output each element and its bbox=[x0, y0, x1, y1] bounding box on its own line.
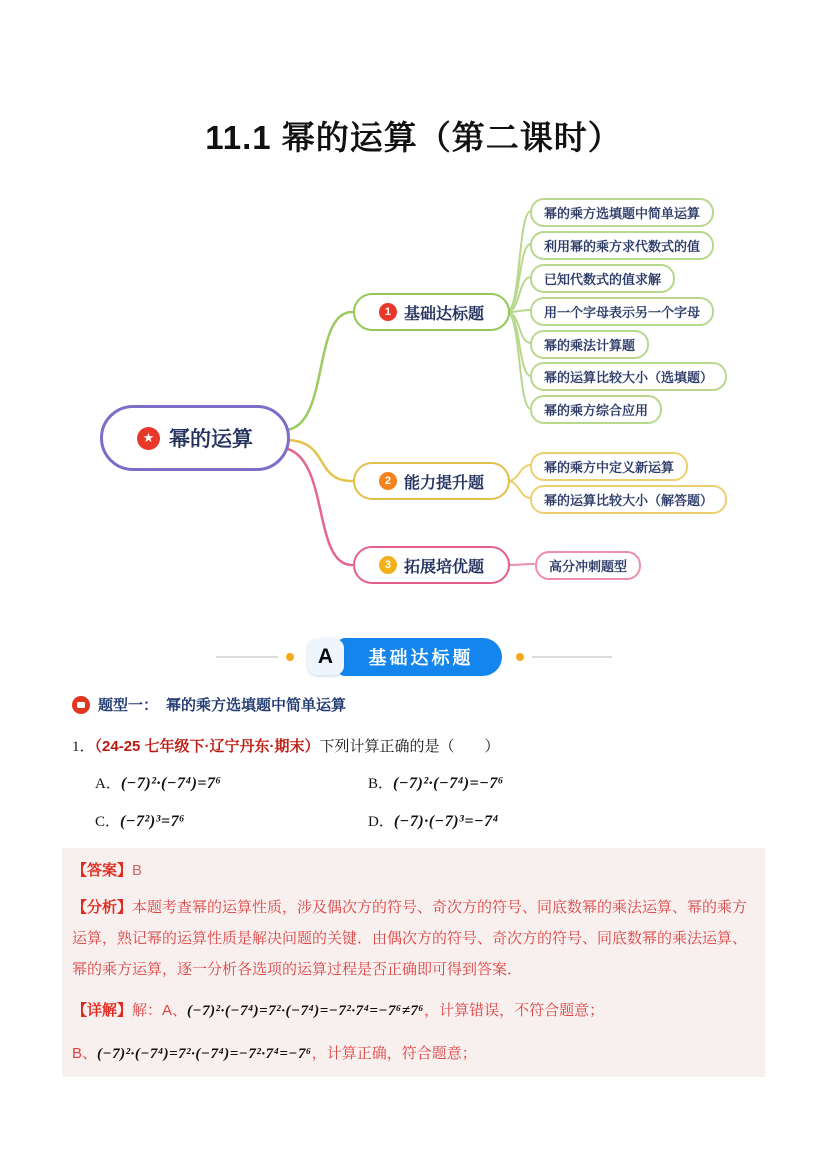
detail-label: 【详解】 bbox=[72, 1002, 133, 1020]
mindmap-leaf: 幂的运算比较大小（解答题） bbox=[530, 485, 727, 514]
analysis-line bbox=[72, 892, 755, 985]
separator-dot-icon bbox=[286, 653, 294, 661]
option-label: A． bbox=[95, 776, 121, 792]
number-3-badge-icon: 3 bbox=[379, 556, 397, 574]
mindmap-leaf: 幂的运算比较大小（选填题） bbox=[530, 362, 727, 391]
topic-header bbox=[72, 694, 346, 715]
detail-b-prefix: B、 bbox=[72, 1045, 98, 1063]
separator-line bbox=[216, 656, 278, 658]
option-d bbox=[368, 810, 745, 831]
topic-label: 题型一： bbox=[98, 697, 159, 714]
number-2-badge-icon: 2 bbox=[379, 472, 397, 490]
detail-line-a bbox=[72, 996, 755, 1026]
mindmap-leaf: 幂的乘方选填题中简单运算 bbox=[530, 198, 714, 227]
separator-dot-icon bbox=[516, 653, 524, 661]
detail-line-b bbox=[72, 1039, 755, 1069]
section-header bbox=[0, 638, 827, 676]
mindmap-leaf: 已知代数式的值求解 bbox=[530, 264, 675, 293]
topic-title: 幂的乘方选填题中简单运算 bbox=[166, 697, 347, 714]
analysis-text: 本题考查幂的运算性质，涉及偶次方的符号、奇次方的符号、同底数幂的乘法运算、幂的乘方运算，熟记幂的运算性质是解决问题的关键．由偶次方的符号、奇次方的符号、同底数幂的乘法运算、幂的乘方运算，逐一分析各选项的运算过程是否正确即可得到答案． bbox=[72, 899, 748, 979]
star-badge-icon: ★ bbox=[137, 427, 160, 450]
detail-b-formula: (−7)²·(−7⁴)=7²·(−7⁴)=−7²·7⁴=−7⁶ bbox=[97, 1046, 312, 1063]
mindmap bbox=[0, 190, 827, 600]
option-label: B． bbox=[368, 776, 394, 792]
question-source: （24-25 七年级下·辽宁丹东·期末） bbox=[94, 738, 320, 755]
number-1-badge-icon: 1 bbox=[379, 303, 397, 321]
question-text: 下列计算正确的是（ ） bbox=[319, 738, 500, 755]
option-formula: (−7)·(−7)³=−7⁴ bbox=[393, 813, 499, 830]
mindmap-root-node bbox=[100, 405, 290, 471]
option-formula: (−7)²·(−7⁴)=−7⁶ bbox=[393, 775, 504, 792]
mindmap-leaf: 幂的乘法计算题 bbox=[530, 330, 649, 359]
page-title: 11.1 幂的运算（第二课时） bbox=[205, 119, 622, 156]
option-label: D． bbox=[368, 814, 394, 830]
mindmap-leaf: 幂的乘方综合应用 bbox=[530, 395, 662, 424]
option-b bbox=[368, 772, 745, 793]
mindmap-leaf: 高分冲刺题型 bbox=[535, 551, 641, 580]
question-options bbox=[95, 772, 745, 831]
option-formula: (−7)²·(−7⁴)=7⁶ bbox=[120, 775, 222, 792]
answer-line bbox=[72, 857, 755, 884]
detail-a-formula: (−7)²·(−7⁴)=7²·(−7⁴)=−7²·7⁴=−7⁶≠7⁶ bbox=[187, 1003, 425, 1020]
mindmap-branch-extend bbox=[353, 546, 510, 584]
mindmap-branch-basic bbox=[353, 293, 510, 331]
section-title-pill: 基础达标题 bbox=[337, 638, 502, 676]
mindmap-branch-advance bbox=[353, 462, 510, 500]
answer-label: 【答案】 bbox=[72, 862, 133, 879]
solution-block bbox=[62, 848, 765, 1077]
section-letter-badge: A bbox=[308, 639, 344, 675]
detail-b-suffix: ，计算正确，符合题意； bbox=[311, 1045, 477, 1063]
analysis-label: 【分析】 bbox=[72, 899, 133, 916]
mindmap-branch-label: 拓展培优题 bbox=[403, 558, 484, 576]
option-formula: (−7²)³=7⁶ bbox=[120, 813, 186, 830]
mindmap-branch-label: 基础达标题 bbox=[403, 305, 484, 323]
question-number: 1． bbox=[72, 739, 95, 755]
detail-a-suffix: ，计算错误，不符合题意； bbox=[424, 1002, 605, 1020]
option-label: C． bbox=[95, 814, 121, 830]
answer-value: B bbox=[132, 862, 143, 879]
topic-marker-icon bbox=[72, 696, 90, 714]
question-stem bbox=[72, 735, 500, 756]
mindmap-branch-label: 能力提升题 bbox=[403, 474, 484, 492]
mindmap-root-label: 幂的运算 bbox=[169, 428, 253, 451]
mindmap-leaf: 利用幂的乘方求代数式的值 bbox=[530, 231, 714, 260]
detail-a-prefix: 解：A、 bbox=[132, 1002, 188, 1020]
mindmap-leaf: 用一个字母表示另一个字母 bbox=[530, 297, 714, 326]
mindmap-leaf: 幂的乘方中定义新运算 bbox=[530, 452, 688, 481]
option-c bbox=[95, 810, 368, 831]
separator-line bbox=[532, 656, 612, 658]
option-a bbox=[95, 772, 368, 793]
